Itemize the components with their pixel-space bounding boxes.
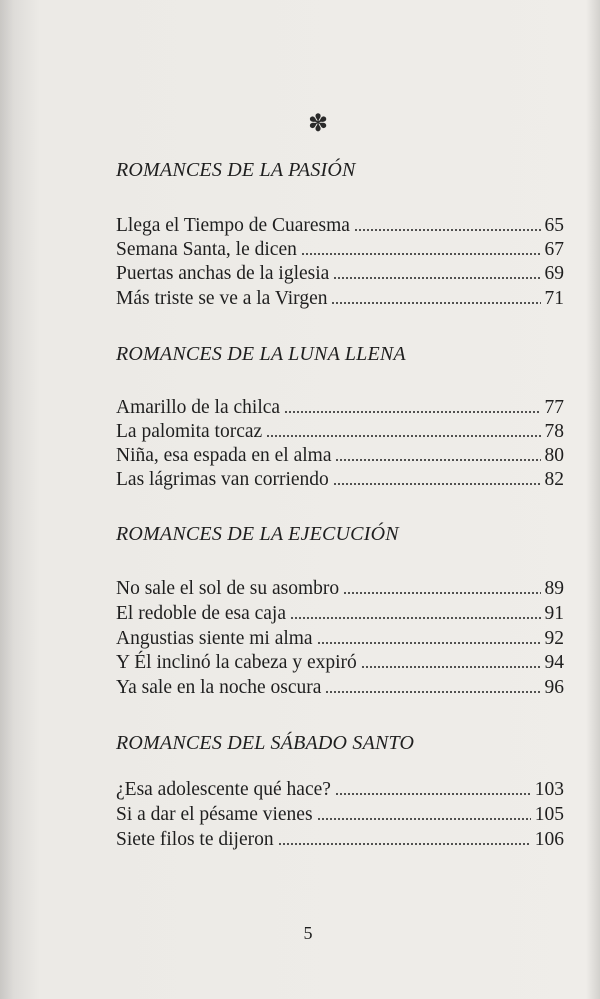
dot-leader [278, 842, 531, 846]
section-title-pasion: ROMANCES DE LA PASIÓN [116, 159, 356, 181]
toc-row [116, 444, 564, 468]
dot-leader [290, 616, 541, 620]
toc-entry-title: Si a dar el pésame vienes [116, 804, 313, 825]
toc-entry-page: 106 [534, 829, 564, 850]
toc-entry-title: Niña, esa espada en el alma [116, 445, 332, 466]
toc-entry-page: 91 [544, 603, 564, 624]
toc-row [116, 602, 564, 626]
toc-entry-title: Llega el Tiempo de Cuaresma [116, 215, 350, 236]
dot-leader [317, 817, 531, 821]
toc-row [116, 577, 564, 601]
page-number: 5 [303, 923, 313, 943]
ornament-asterisk-icon: ✽ [307, 111, 329, 137]
toc-row [116, 651, 564, 675]
dot-leader [266, 434, 540, 438]
section-title-ejecucion: ROMANCES DE LA EJECUCIÓN [116, 523, 399, 545]
toc-entry-title: Las lágrimas van corriendo [116, 469, 329, 490]
toc-entry-title: Puertas anchas de la iglesia [116, 263, 330, 284]
toc-row [116, 238, 564, 262]
dot-leader [335, 792, 531, 796]
toc-entry-page: 67 [544, 239, 564, 260]
page-edge-shadow [586, 0, 600, 999]
toc-entry-page: 92 [544, 628, 564, 649]
dot-leader [317, 641, 541, 645]
dot-leader [333, 276, 540, 280]
dot-leader [331, 301, 540, 305]
toc-row [116, 214, 564, 238]
dot-leader [301, 252, 541, 256]
toc-entry-title: Amarillo de la chilca [116, 397, 281, 418]
toc-entry-title: Y Él inclinó la cabeza y expiró [116, 652, 357, 673]
toc-entry-page: 77 [544, 397, 564, 418]
toc-entry-page: 103 [534, 779, 564, 800]
toc-entry-page: 96 [544, 677, 564, 698]
section-title-sabado-santo: ROMANCES DEL SÁBADO SANTO [116, 732, 415, 754]
toc-row [116, 676, 564, 700]
toc-entry-title: Ya sale en la noche oscura [116, 677, 322, 698]
toc-row [116, 262, 564, 286]
section-title-luna-llena: ROMANCES DE LA LUNA LLENA [116, 343, 406, 365]
dot-leader [335, 458, 540, 462]
toc-entry-page: 69 [544, 263, 564, 284]
toc-entry-page: 65 [544, 215, 564, 236]
toc-entry-page: 94 [544, 652, 564, 673]
toc-entry-title: Angustias siente mi alma [116, 628, 313, 649]
toc-entry-page: 89 [544, 578, 564, 599]
toc-entry-page: 71 [544, 288, 564, 309]
dot-leader [333, 482, 541, 486]
toc-row [116, 778, 564, 802]
toc-row [116, 420, 564, 444]
dot-leader [361, 665, 541, 669]
toc-entry-page: 78 [544, 421, 564, 442]
toc-entry-page: 105 [534, 804, 564, 825]
toc-row [116, 287, 564, 311]
dot-leader [354, 228, 541, 232]
dot-leader [284, 410, 540, 414]
toc-row [116, 627, 564, 651]
toc-row [116, 468, 564, 492]
toc-entry-title: No sale el sol de su asombro [116, 578, 340, 599]
toc-entry-title: ¿Esa adolescente qué hace? [116, 779, 331, 800]
toc-entry-title: Semana Santa, le dicen [116, 239, 297, 260]
toc-entry-title: El redoble de esa caja [116, 603, 286, 624]
toc-row [116, 396, 564, 420]
dot-leader [325, 690, 540, 694]
toc-row [116, 803, 564, 827]
toc-entry-page: 80 [544, 445, 564, 466]
toc-entry-title: Siete filos te dijeron [116, 829, 274, 850]
toc-entry-page: 82 [544, 469, 564, 490]
toc-entry-title: Más triste se ve a la Virgen [116, 288, 328, 309]
toc-row [116, 828, 564, 852]
toc-entry-title: La palomita torcaz [116, 421, 263, 442]
dot-leader [343, 591, 540, 595]
